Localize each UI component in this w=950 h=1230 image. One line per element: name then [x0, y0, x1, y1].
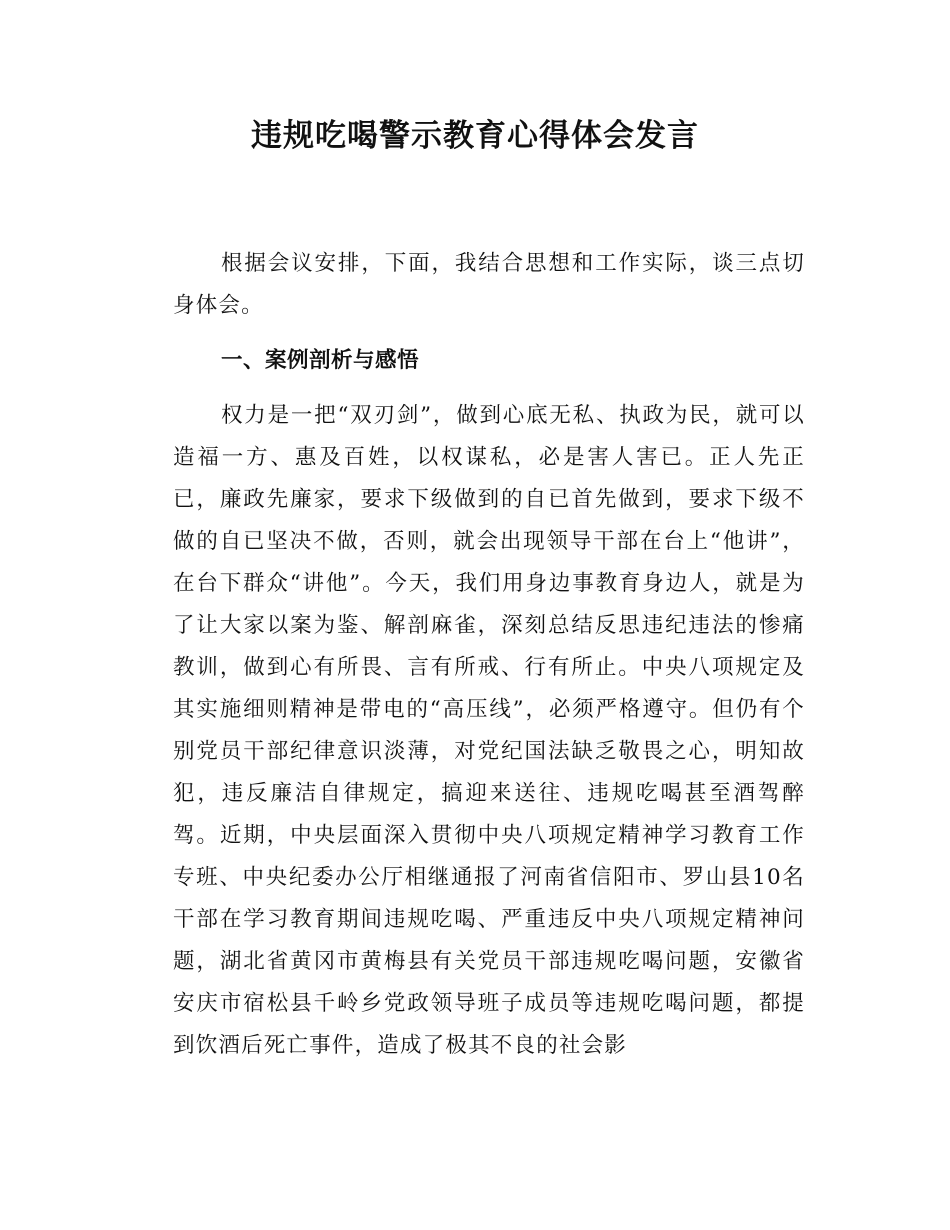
- document-title: 违规吃喝警示教育心得体会发言: [251, 118, 699, 154]
- intro-paragraph: 根据会议安排，下面，我结合思想和工作实际，谈三点切身体会。: [173, 251, 805, 318]
- section-heading: 一、案例剖析与感悟: [221, 348, 420, 373]
- section-paragraph: 权力是一把“双刃剑”，做到心底无私、执政为民，就可以造福一方、惠及百姓，以权谋私，必是害人害已。正人先正已，廉政先廉家，要求下级做到的自已首先做到，要求下级不做的自已坚决不做，否则，就会出现领导干部在台上“他讲”，在台下群众“讲他”。今天，我们用身边事教育身边人，就是为了让大家以案为鉴、解剖麻雀，深刻总结反思违纪违法的惨痛教训，做到心有所畏、言有所戒、行有所止。中央八项规定及其实施细则精神是带电的“高压线”，必须严格遵守。但仍有个别党员干部纪律意识淡薄，对党纪国法缺乏敬畏之心，明知故犯，违反廉洁自律规定，搞迎来送往、违规吃喝甚至酒驾醉驾。近期，中央层面深入贯彻中央八项规定精神学习教育工作专班、中央纪委办公厅相继通报了河南省信阳市、罗山县10名干部在学习教育期间违规吃喝、严重违反中央八项规定精神问题，湖北省黄冈市黄梅县有关党员干部违规吃喝问题，安徽省安庆市宿松县千岭乡党政领导班子成员等违规吃喝问题，都提到饮酒后死亡事件，造成了极其不良的社会影: [173, 403, 805, 1058]
- document-body: [173, 243, 805, 1067]
